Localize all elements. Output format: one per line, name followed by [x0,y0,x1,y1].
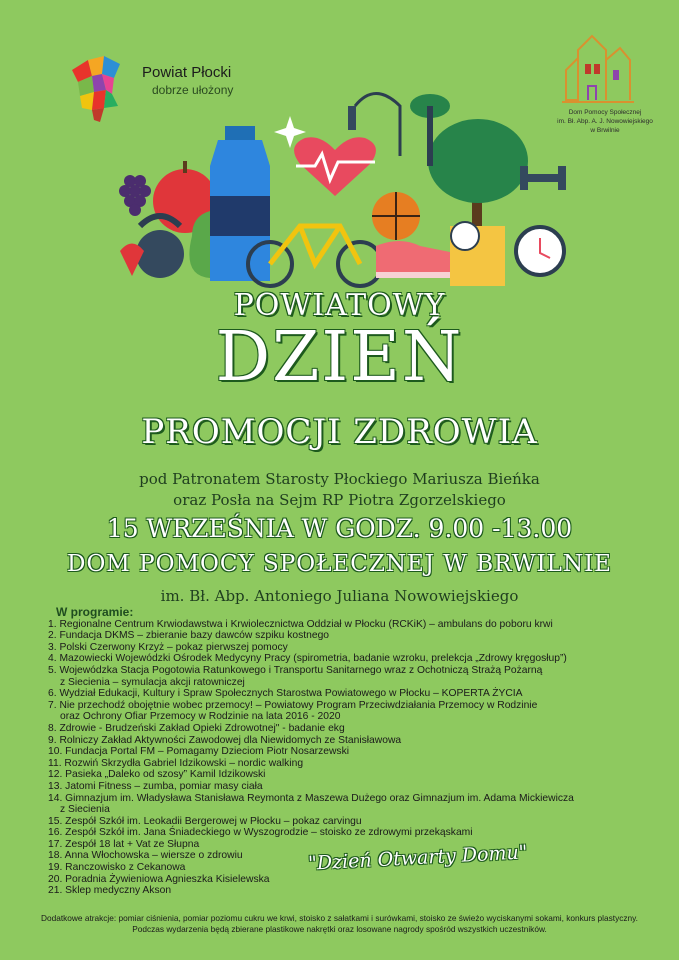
grapes-icon [119,175,151,216]
list-item: 18. Anna Włochowska – wiersze o zdrowiu [48,850,243,862]
list-item: 20. Poradnia Żywieniowa Agnieszka Kisielewska [48,873,270,885]
logo-name: Powiat Płocki [142,64,232,81]
logo-motto: dobrze ułożony [152,83,234,97]
kettlebell-icon [136,216,184,278]
patronage-line-2: oraz Posła na Sejm RP Piotra Zgorzelskiego [173,491,506,509]
title-line-1: POWIATOWY [233,288,446,323]
event-place: DOM POMOCY SPOŁECZNEJ W BRWILNIE [67,551,612,577]
dps-logo-text: Dom Pomocy Społecznej im. Bł. Abp. A. J. Nowowiejskiego w Brwilnie [557,109,653,134]
list-item: 3. Polski Czerwony Krzyż – pokaz pierwszej pomocy [48,641,288,653]
list-item: 11. Rozwiń Skrzydła Gabriel Idzikowski – nordic walking [48,757,304,769]
place-patron: im. Bł. Abp. Antoniego Juliana Nowowiejskiego [160,587,519,605]
program-heading: W programie: [56,605,134,619]
list-item: 2. Fundacja DKMS – zbieranie bazy dawców szpiku kostnego [48,630,330,642]
heart-icon [294,137,376,196]
list-item: 10. Fundacja Portal FM – Pomagamy Dzieciom Piotr Nosarzewski [48,746,350,758]
list-item: 1. Regionalne Centrum Krwiodawstwa i Krwiolecznictwa Oddział w Płocku (RCKiK) – ambulans do poboru krwi [48,618,553,630]
list-item: 5. Wojewódzka Stacja Pogotowia Ratunkowego i Transportu Sanitarnego wraz z Ochotniczą Strażą Pożarną [48,664,543,676]
list-item-continued: z Siecienia [60,804,110,816]
footer-notes [10,913,669,935]
list-item: 16. Zespół Szkół im. Jana Śniadeckiego w Wyszogrodzie – stoisko ze zdrowymi przekąskami [48,827,473,839]
list-item: 9. Rolniczy Zakład Aktywności Zawodowej dla Niewidomych ze Stanisławowa [48,734,402,746]
list-item: 7. Nie przechodź obojętnie wobec przemocy! – Powiatowy Program Przeciwdziałania Przemocy w Rodzinie [48,699,538,711]
title-line-2: DZIEŃ [215,318,464,397]
list-item: 19. Ranczowisko z Cekanowa [48,862,186,874]
list-item-continued: oraz Ochrony Ofiar Przemocy w Rodzinie na lata 2016 - 2020 [60,711,341,723]
list-item: 6. Wydział Edukacji, Kultury i Spraw Społecznych Starostwa Powiatowego w Płocku – KOPERTA ŻYCIA [48,688,523,700]
event-date: 15 WRZEŚNIA W GODZ. 9.00 -13.00 [106,514,573,543]
list-item: 13. Jatomi Fitness – zumba, pomiar masy ciała [48,780,263,792]
water-bottle-icon [210,126,270,281]
list-item: 15. Zespół Szkół im. Leokadii Bergerowej w Płocku – pokaz carvingu [48,815,362,827]
title-line-3: PROMOCJI ZDROWIA [141,412,538,452]
open-day-slogan: "Dzień Otwarty Domu" [307,841,528,875]
list-item: 4. Mazowiecki Wojewódzki Ośrodek Medycyny Pracy (spirometria, badanie wzroku, prelekcja „Zdrowy kręgosłup”) [48,653,567,665]
list-item-continued: z Siecienia – symulacja akcji ratowniczej [60,676,245,688]
alarm-clock-icon [516,227,564,275]
list-item: 14. Gimnazjum im. Władysława Stanisława Reymonta z Maszewa Dużego oraz Gimnazjum im. Adama Mickiewicza [48,792,574,804]
footer-line-1: Dodatkowe atrakcje: pomiar ciśnienia, pomiar poziomu cukru we krwi, stoisko z sałatkami i surówkami, stoisko ze świeżo wyciskanymi sokami, konkurs plastyczny. [41,913,638,923]
list-item: 21. Sklep medyczny Akson [48,885,172,897]
footer-line-2: Podczas wydarzenia będą zbierane plastikowe nakrętki oraz losowane nagrody spośród wszystkich uczestników. [132,924,547,934]
dumbbell-icon [520,166,566,190]
patronage-line-1: pod Patronatem Starosty Płockiego Mariusza Bieńka [139,470,540,488]
list-item: 17. Zespół 18 lat + Vat ze Słupna [48,838,200,850]
list-item: 12. Pasieka „Daleko od szosy” Kamil Idzikowski [48,769,266,781]
clipboard-icon [450,222,505,286]
health-illustration [100,86,580,291]
basketball-icon [372,192,420,240]
list-item: 8. Zdrowie - Brudzeński Zakład Opieki Zdrowotnej" - badanie ekg [48,722,345,734]
